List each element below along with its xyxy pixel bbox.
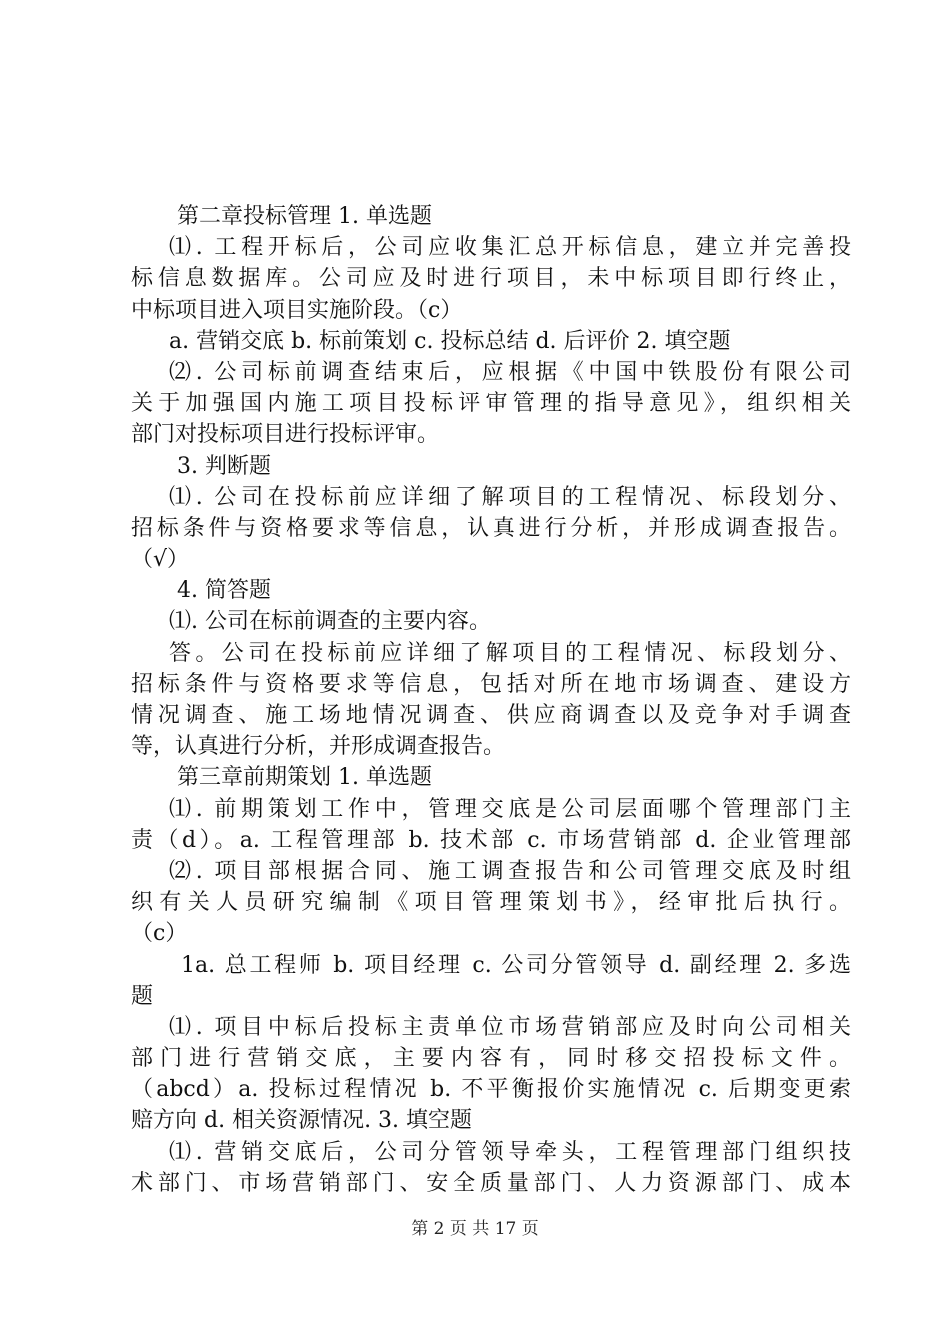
text-line: 织有关人员研究编制《项目管理策划书》，经审批后执行。 — [131, 890, 851, 916]
chapter-heading: 第三章前期策划 1. 单选题 — [177, 765, 432, 791]
text-line: ⑴. 前期策划工作中，管理交底是公司层面哪个管理部门主 — [169, 796, 851, 822]
text-line: 题 — [131, 983, 154, 1009]
text-line: 部门进行营销交底，主要内容有，同时移交招投标文件。 — [131, 1046, 851, 1072]
document-body — [131, 201, 851, 1199]
text-line: 关于加强国内施工项目投标评审管理的指导意见》，组织相关 — [131, 391, 851, 417]
text-line: 等，认真进行分析，并形成调查报告。 — [131, 734, 506, 760]
text-line: ⑴. 工程开标后，公司应收集汇总开标信息，建立并完善投 — [169, 235, 851, 261]
text-line: 情况调查、施工场地情况调查、供应商调查以及竞争对手调查 — [131, 703, 851, 728]
text-line: （c） — [131, 921, 188, 947]
text-line: ⑵. 项目部根据合同、施工调查报告和公司管理交底及时组 — [169, 858, 851, 884]
section-heading: 4. 简答题 — [177, 578, 271, 604]
text-line: 招标条件与资格要求等信息，包括对所在地市场调查、建设方 — [131, 671, 851, 697]
text-line: 责（d）。a. 工程管理部 b. 技术部 c. 市场营销部 d. 企业管理部 — [131, 827, 851, 853]
chapter-heading: 第二章投标管理 1. 单选题 — [177, 204, 432, 229]
text-line: ⑴. 营销交底后，公司分管领导牵头，工程管理部门组织技 — [169, 1139, 851, 1165]
text-line: 中标项目进入项目实施阶段。（c） — [131, 297, 463, 323]
text-line: 赔方向 d. 相关资源情况. 3. 填空题 — [131, 1108, 473, 1134]
text-line: 部门对投标项目进行投标评审。 — [131, 422, 440, 448]
section-heading: 3. 判断题 — [177, 453, 271, 479]
page-number: 第 2 页 共 17 页 — [411, 1219, 539, 1239]
text-line: a. 营销交底 b. 标前策划 c. 投标总结 d. 后评价 2. 填空题 — [169, 328, 731, 354]
text-line: （abcd）a. 投标过程情况 b. 不平衡报价实施情况 c. 后期变更索 — [131, 1077, 851, 1103]
text-line: 答。公司在投标前应详细了解项目的工程情况、标段划分、 — [169, 640, 851, 666]
text-line: 1a. 总工程师 b. 项目经理 c. 公司分管领导 d. 副经理 2. 多选 — [181, 952, 851, 978]
text-line: （√） — [131, 547, 190, 573]
text-line: ⑴. 公司在标前调查的主要内容。 — [169, 609, 491, 635]
text-line: 标信息数据库。公司应及时进行项目，未中标项目即行终止， — [131, 266, 851, 292]
text-line: ⑴. 项目中标后投标主责单位市场营销部应及时向公司相关 — [169, 1014, 851, 1040]
text-line: 术部门、市场营销部门、安全质量部门、人力资源部门、成本 — [131, 1170, 851, 1196]
text-line: ⑵. 公司标前调查结束后，应根据《中国中铁股份有限公司 — [169, 359, 851, 385]
text-line: ⑴. 公司在投标前应详细了解项目的工程情况、标段划分、 — [169, 484, 851, 510]
text-line: 招标条件与资格要求等信息，认真进行分析，并形成调查报告。 — [131, 515, 851, 541]
